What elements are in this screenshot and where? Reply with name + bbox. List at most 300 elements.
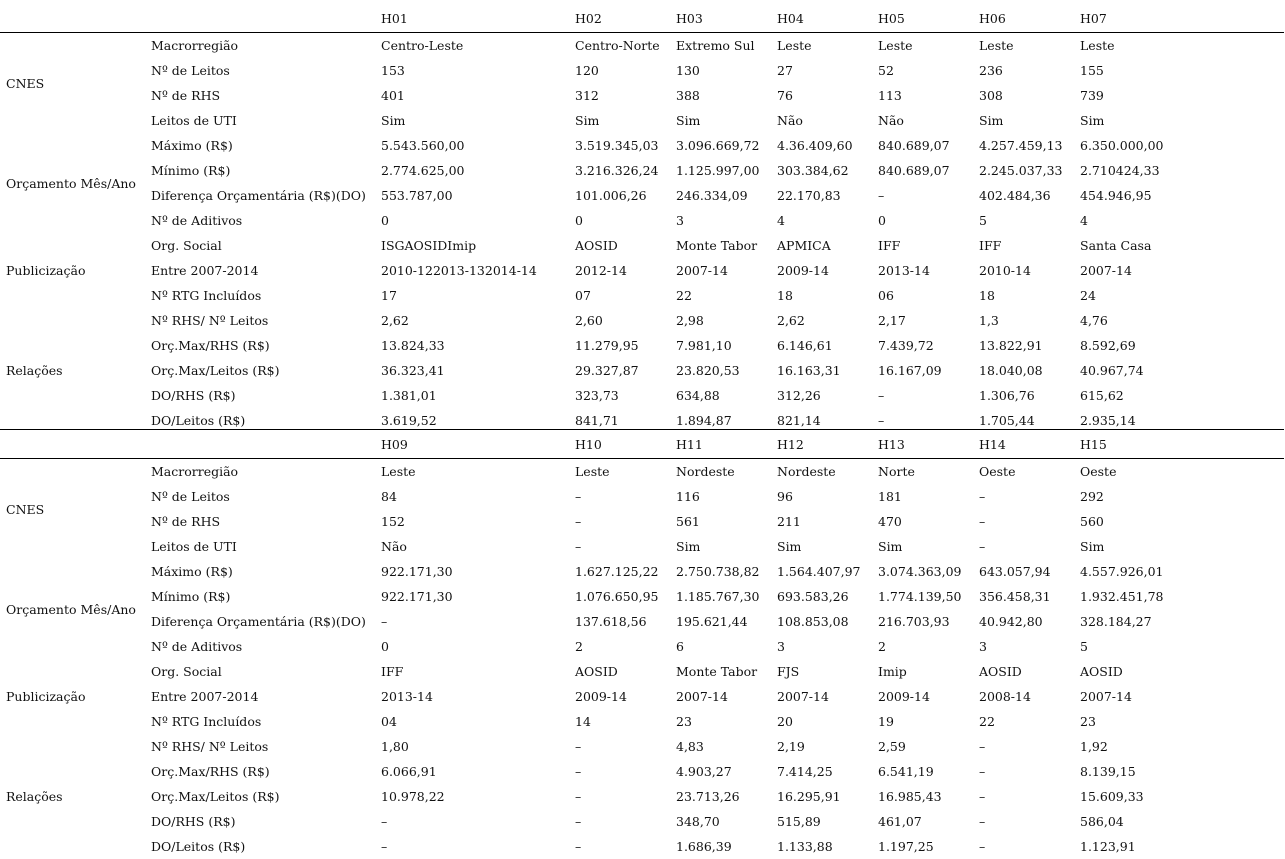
cell-value: 2013-14	[878, 263, 930, 278]
cell-value: Oeste	[973, 459, 1074, 485]
cell-value: 7.414,25	[777, 764, 833, 779]
cell-value: 1.125.997,00	[676, 163, 760, 178]
row-label: Nº RTG Incluídos	[151, 288, 262, 303]
cell-value: 18	[777, 288, 793, 303]
cell-value: 137.618,56	[575, 614, 647, 629]
cell-value: 23	[1080, 714, 1096, 729]
cell-value: 6.350.000,00	[1080, 138, 1164, 153]
cell-value: 216.703,93	[878, 614, 950, 629]
cell-value: 1,3	[979, 313, 999, 328]
hospital-code: H09	[381, 436, 408, 452]
cell-value: 16.167,09	[878, 363, 942, 378]
hospital-code: H06	[979, 10, 1006, 26]
cell-value: 470	[878, 514, 902, 529]
cell-value: 3.619,52	[381, 413, 437, 428]
cell-value: –	[878, 413, 885, 428]
cell-value: 36.323,41	[381, 363, 445, 378]
cell-value: 1.381,01	[381, 388, 437, 403]
table-row	[0, 659, 1284, 684]
table-row	[0, 58, 1284, 83]
row-group-label: Relações	[6, 789, 63, 804]
cell-value: 1.185.767,30	[676, 589, 760, 604]
cell-value: –	[575, 739, 582, 754]
cell-value: 1,80	[381, 739, 409, 754]
cell-value: 1.932.451,78	[1080, 589, 1164, 604]
row-label: Nº RHS/ Nº Leitos	[151, 739, 269, 754]
cell-value: 1,92	[1080, 739, 1108, 754]
cell-value: –	[381, 814, 388, 829]
cell-value: 2007-14	[777, 689, 829, 704]
table-row	[0, 809, 1284, 834]
cell-value: Sim	[676, 539, 701, 554]
cell-value: –	[979, 814, 986, 829]
table-row	[0, 784, 1284, 809]
cell-value: 5.543.560,00	[381, 138, 465, 153]
row-label: DO/RHS (R$)	[151, 814, 236, 829]
cell-value: –	[381, 839, 388, 854]
hospital-code: H12	[777, 436, 804, 452]
cell-value: 3.519.345,03	[575, 138, 659, 153]
cell-value: 17	[381, 288, 397, 303]
cell-value: 3.096.669,72	[676, 138, 760, 153]
table-row	[0, 258, 1284, 283]
cell-value: 22.170,83	[777, 188, 841, 203]
row-label: Macrorregião	[145, 33, 375, 59]
cell-value: 401	[381, 88, 405, 103]
row-group-label: Relações	[6, 363, 63, 378]
cell-value: –	[979, 539, 986, 554]
row-group-label: CNES	[0, 459, 145, 560]
row-group-label: Publicização	[6, 689, 86, 704]
row-label: Diferença Orçamentária (R$)(DO)	[151, 188, 366, 203]
row-label: DO/Leitos (R$)	[151, 413, 246, 428]
cell-value: 24	[1080, 288, 1096, 303]
cell-value: 2	[575, 639, 583, 654]
cell-value: –	[575, 489, 582, 504]
cell-value: IFF	[979, 238, 1002, 253]
cell-value: 13.824,33	[381, 338, 445, 353]
row-label: Orç.Max/RHS (R$)	[151, 338, 270, 353]
cell-value: 2	[878, 639, 886, 654]
cell-value: 23	[676, 714, 692, 729]
cell-value: 1.705,44	[979, 413, 1035, 428]
cell-value: –	[878, 388, 885, 403]
cell-value: IFF	[381, 664, 404, 679]
cell-value: Leste	[569, 459, 670, 485]
cell-value: Sim	[777, 539, 802, 554]
cell-value: 821,14	[777, 413, 821, 428]
cell-value: IFF	[878, 238, 901, 253]
cell-value: 739	[1080, 88, 1104, 103]
cell-value: 388	[676, 88, 700, 103]
cell-value: 2009-14	[575, 689, 627, 704]
cell-value: 2007-14	[676, 263, 728, 278]
cell-value: AOSID	[575, 664, 618, 679]
row-label: Orç.Max/Leitos (R$)	[151, 363, 280, 378]
row-label: Nº de Aditivos	[151, 639, 243, 654]
cell-value: 356.458,31	[979, 589, 1051, 604]
cell-value: 07	[575, 288, 591, 303]
cell-value: –	[979, 764, 986, 779]
table-row	[0, 208, 1284, 233]
cell-value: 23.713,26	[676, 789, 740, 804]
row-label: Mínimo (R$)	[151, 589, 231, 604]
cell-value: 1.627.125,22	[575, 564, 659, 579]
cell-value: Monte Tabor	[676, 664, 758, 679]
cell-value: 40.967,74	[1080, 363, 1144, 378]
hospital-code: H03	[676, 10, 703, 26]
table-row	[0, 609, 1284, 634]
cell-value: 16.163,31	[777, 363, 841, 378]
cell-value: Sim	[676, 113, 701, 128]
cell-value: 0	[878, 213, 886, 228]
cell-value: 3.074.363,09	[878, 564, 962, 579]
cell-value: 3	[676, 213, 684, 228]
cell-value: 76	[777, 88, 793, 103]
cell-value: Leste	[771, 33, 872, 59]
cell-value: 19	[878, 714, 894, 729]
cell-value: 292	[1080, 489, 1104, 504]
row-group-label: Publicização	[6, 263, 86, 278]
cell-value: 40.942,80	[979, 614, 1043, 629]
cell-value: –	[575, 789, 582, 804]
cell-value: 2009-14	[777, 263, 829, 278]
cell-value: 22	[979, 714, 995, 729]
cell-value: 308	[979, 88, 1003, 103]
table-row	[0, 158, 1284, 183]
cell-value: 2,98	[676, 313, 704, 328]
cell-value: 7.981,10	[676, 338, 732, 353]
cell-value: 560	[1080, 514, 1104, 529]
table-row	[0, 709, 1284, 734]
cell-value: 840.689,07	[878, 163, 950, 178]
row-group-label: Orçamento Mês/Ano	[6, 601, 136, 617]
cell-value: 1.306,76	[979, 388, 1035, 403]
row-group-label: Orçamento Mês/Ano	[6, 175, 136, 191]
cell-value: 3	[777, 639, 785, 654]
cell-value: 211	[777, 514, 801, 529]
row-label: DO/Leitos (R$)	[151, 839, 246, 854]
cell-value: 120	[575, 63, 599, 78]
table-row	[0, 108, 1284, 133]
cell-value: 586,04	[1080, 814, 1124, 829]
cell-value: 195.621,44	[676, 614, 748, 629]
cell-value: 922.171,30	[381, 564, 453, 579]
cell-value: Santa Casa	[1080, 238, 1152, 253]
hospital-code: H04	[777, 10, 804, 26]
cell-value: 06	[878, 288, 894, 303]
cell-value: AOSID	[1080, 664, 1123, 679]
cell-value: Centro-Leste	[375, 33, 569, 59]
hospital-code: H05	[878, 10, 905, 26]
cell-value: 634,88	[676, 388, 720, 403]
cell-value: 84	[381, 489, 397, 504]
table-row	[0, 559, 1284, 584]
cell-value: Leste	[973, 33, 1074, 59]
cell-value: –	[381, 614, 388, 629]
cell-value: 153	[381, 63, 405, 78]
cell-value: 152	[381, 514, 405, 529]
cell-value: –	[575, 514, 582, 529]
cell-value: 2,62	[777, 313, 805, 328]
table-row	[0, 759, 1284, 784]
cell-value: 4.257.459,13	[979, 138, 1063, 153]
cell-value: AOSID	[979, 664, 1022, 679]
cell-value: 2,59	[878, 739, 906, 754]
cell-value: 10.978,22	[381, 789, 445, 804]
cell-value: 7.439,72	[878, 338, 934, 353]
table-row	[0, 283, 1284, 308]
table-row	[0, 684, 1284, 709]
table-row	[0, 383, 1284, 408]
cell-value: 2,17	[878, 313, 906, 328]
table-row	[0, 459, 1284, 485]
row-label: Máximo (R$)	[151, 138, 233, 153]
cell-value: Leste	[1074, 33, 1284, 59]
cell-value: 2010-14	[979, 263, 1031, 278]
cell-value: –	[979, 789, 986, 804]
cell-value: Não	[878, 113, 904, 128]
row-label: Nº RHS/ Nº Leitos	[151, 313, 269, 328]
cell-value: –	[878, 188, 885, 203]
row-label: Leitos de UTI	[151, 539, 237, 554]
cell-value: 23.820,53	[676, 363, 740, 378]
cell-value: Oeste	[1074, 459, 1284, 485]
hospital-header-row	[0, 4, 1284, 33]
cell-value: 16.985,43	[878, 789, 942, 804]
table-row	[0, 33, 1284, 59]
cell-value: FJS	[777, 664, 800, 679]
cell-value: Sim	[575, 113, 600, 128]
cell-value: 52	[878, 63, 894, 78]
table-row	[0, 509, 1284, 534]
cell-value: 27	[777, 63, 793, 78]
cell-value: 16.295,91	[777, 789, 841, 804]
table-row	[0, 358, 1284, 383]
cell-value: Centro-Norte	[569, 33, 670, 59]
row-label: Nº de Aditivos	[151, 213, 243, 228]
cell-value: 922.171,30	[381, 589, 453, 604]
row-label: Nº de RHS	[151, 88, 221, 103]
cell-value: Não	[381, 539, 407, 554]
cell-value: 1.123,91	[1080, 839, 1136, 854]
cell-value: 312	[575, 88, 599, 103]
hospital-code: H15	[1080, 436, 1107, 452]
cell-value: 454.946,95	[1080, 188, 1152, 203]
row-label: Diferença Orçamentária (R$)(DO)	[151, 614, 366, 629]
cell-value: Sim	[878, 539, 903, 554]
cell-value: 18.040,08	[979, 363, 1043, 378]
cell-value: 236	[979, 63, 1003, 78]
cell-value: 1.076.650,95	[575, 589, 659, 604]
cell-value: Sim	[1080, 113, 1105, 128]
cell-value: 6.066,91	[381, 764, 437, 779]
cell-value: 11.279,95	[575, 338, 639, 353]
cell-value: 1.197,25	[878, 839, 934, 854]
cell-value: 2,60	[575, 313, 603, 328]
cell-value: 643.057,94	[979, 564, 1051, 579]
row-label: Nº RTG Incluídos	[151, 714, 262, 729]
cell-value: 615,62	[1080, 388, 1124, 403]
cell-value: 4	[1080, 213, 1088, 228]
cell-value: 2,62	[381, 313, 409, 328]
cell-value: 1.894,87	[676, 413, 732, 428]
cell-value: 2.774.625,00	[381, 163, 465, 178]
hospital-header-row	[0, 430, 1284, 459]
cell-value: 2.750.738,82	[676, 564, 760, 579]
cell-value: 2013-14	[381, 689, 433, 704]
cell-value: 2012-14	[575, 263, 627, 278]
cell-value: –	[979, 514, 986, 529]
hospital-code: H01	[381, 10, 408, 26]
table-row	[0, 634, 1284, 659]
cell-value: 693.583,26	[777, 589, 849, 604]
cell-value: 155	[1080, 63, 1104, 78]
row-label: Org. Social	[151, 664, 222, 679]
cell-value: 14	[575, 714, 591, 729]
cell-value: 4	[777, 213, 785, 228]
cell-value: 22	[676, 288, 692, 303]
row-label: Nº de Leitos	[151, 63, 230, 78]
cell-value: 840.689,07	[878, 138, 950, 153]
cell-value: 0	[381, 639, 389, 654]
cell-value: ISGAOSIDImip	[381, 238, 477, 253]
cell-value: –	[979, 839, 986, 854]
row-label: Entre 2007-2014	[151, 689, 259, 704]
cell-value: 4,83	[676, 739, 704, 754]
cell-value: 4,76	[1080, 313, 1108, 328]
hospital-code: H13	[878, 436, 905, 452]
cell-value: 2.710424,33	[1080, 163, 1160, 178]
table-block-h01-h08	[0, 4, 1284, 433]
row-label: Leitos de UTI	[151, 113, 237, 128]
table-row	[0, 484, 1284, 509]
cell-value: Leste	[375, 459, 569, 485]
table-row	[0, 183, 1284, 208]
cell-value: –	[979, 739, 986, 754]
cell-value: 246.334,09	[676, 188, 748, 203]
cell-value: Nordeste	[670, 459, 771, 485]
cell-value: 5	[979, 213, 987, 228]
table-row	[0, 333, 1284, 358]
cell-value: Monte Tabor	[676, 238, 758, 253]
hospital-code: H14	[979, 436, 1006, 452]
table-row	[0, 133, 1284, 158]
row-label: Org. Social	[151, 238, 222, 253]
cell-value: Norte	[872, 459, 973, 485]
table-row	[0, 83, 1284, 108]
cell-value: 116	[676, 489, 700, 504]
cell-value: Sim	[381, 113, 406, 128]
hospital-code: H10	[575, 436, 602, 452]
table-row	[0, 534, 1284, 559]
cell-value: 1.774.139,50	[878, 589, 962, 604]
cell-value: 29.327,87	[575, 363, 639, 378]
cell-value: 328.184,27	[1080, 614, 1152, 629]
cell-value: 2.935,14	[1080, 413, 1136, 428]
table-row	[0, 308, 1284, 333]
cell-value: 2007-14	[1080, 263, 1132, 278]
cell-value: 2009-14	[878, 689, 930, 704]
cell-value: 841,71	[575, 413, 619, 428]
cell-value: 2010-122013-132014-14	[381, 263, 537, 278]
cell-value: 3.216.326,24	[575, 163, 659, 178]
table-row	[0, 584, 1284, 609]
cell-value: 13.822,91	[979, 338, 1043, 353]
cell-value: –	[979, 489, 986, 504]
cell-value: 1.564.407,97	[777, 564, 861, 579]
cell-value: 402.484,36	[979, 188, 1051, 203]
cell-value: Não	[777, 113, 803, 128]
row-group-label: CNES	[0, 33, 145, 134]
cell-value: –	[575, 764, 582, 779]
cell-value: 2008-14	[979, 689, 1031, 704]
cell-value: 101.006,26	[575, 188, 647, 203]
cell-value: –	[575, 839, 582, 854]
cell-value: 20	[777, 714, 793, 729]
cell-value: 2007-14	[1080, 689, 1132, 704]
cell-value: 5	[1080, 639, 1088, 654]
cell-value: 1.686,39	[676, 839, 732, 854]
cell-value: 6.541,19	[878, 764, 934, 779]
cell-value: Leste	[872, 33, 973, 59]
cell-value: 348,70	[676, 814, 720, 829]
cell-value: 15.609,33	[1080, 789, 1144, 804]
cell-value: 130	[676, 63, 700, 78]
hospital-code: H11	[676, 436, 703, 452]
cell-value: 303.384,62	[777, 163, 849, 178]
cell-value: APMICA	[777, 238, 831, 253]
table-row	[0, 734, 1284, 759]
cell-value: 0	[575, 213, 583, 228]
cell-value: 4.557.926,01	[1080, 564, 1164, 579]
row-label: DO/RHS (R$)	[151, 388, 236, 403]
row-label: Orç.Max/Leitos (R$)	[151, 789, 280, 804]
cell-value: 4.903,27	[676, 764, 732, 779]
row-label: Nº de Leitos	[151, 489, 230, 504]
row-label: Mínimo (R$)	[151, 163, 231, 178]
cell-value: 2.245.037,33	[979, 163, 1063, 178]
table-block-h09-h16	[0, 430, 1284, 859]
cell-value: 6.146,61	[777, 338, 833, 353]
cell-value: 0	[381, 213, 389, 228]
cell-value: Sim	[979, 113, 1004, 128]
cell-value: 561	[676, 514, 700, 529]
cell-value: 96	[777, 489, 793, 504]
row-label: Orç.Max/RHS (R$)	[151, 764, 270, 779]
cell-value: 515,89	[777, 814, 821, 829]
cell-value: Nordeste	[771, 459, 872, 485]
cell-value: Extremo Sul	[670, 33, 771, 59]
cell-value: –	[575, 539, 582, 554]
cell-value: 8.592,69	[1080, 338, 1136, 353]
cell-value: 6	[676, 639, 684, 654]
cell-value: 461,07	[878, 814, 922, 829]
table-row	[0, 233, 1284, 258]
hospital-code: H02	[575, 10, 602, 26]
cell-value: 1.133,88	[777, 839, 833, 854]
cell-value: 2,19	[777, 739, 805, 754]
row-label: Entre 2007-2014	[151, 263, 259, 278]
row-label: Nº de RHS	[151, 514, 221, 529]
cell-value: 553.787,00	[381, 188, 453, 203]
row-label: Macrorregião	[145, 459, 375, 485]
cell-value: 4.36.409,60	[777, 138, 853, 153]
cell-value: 04	[381, 714, 397, 729]
table-row	[0, 834, 1284, 859]
cell-value: AOSID	[575, 238, 618, 253]
row-label: Máximo (R$)	[151, 564, 233, 579]
